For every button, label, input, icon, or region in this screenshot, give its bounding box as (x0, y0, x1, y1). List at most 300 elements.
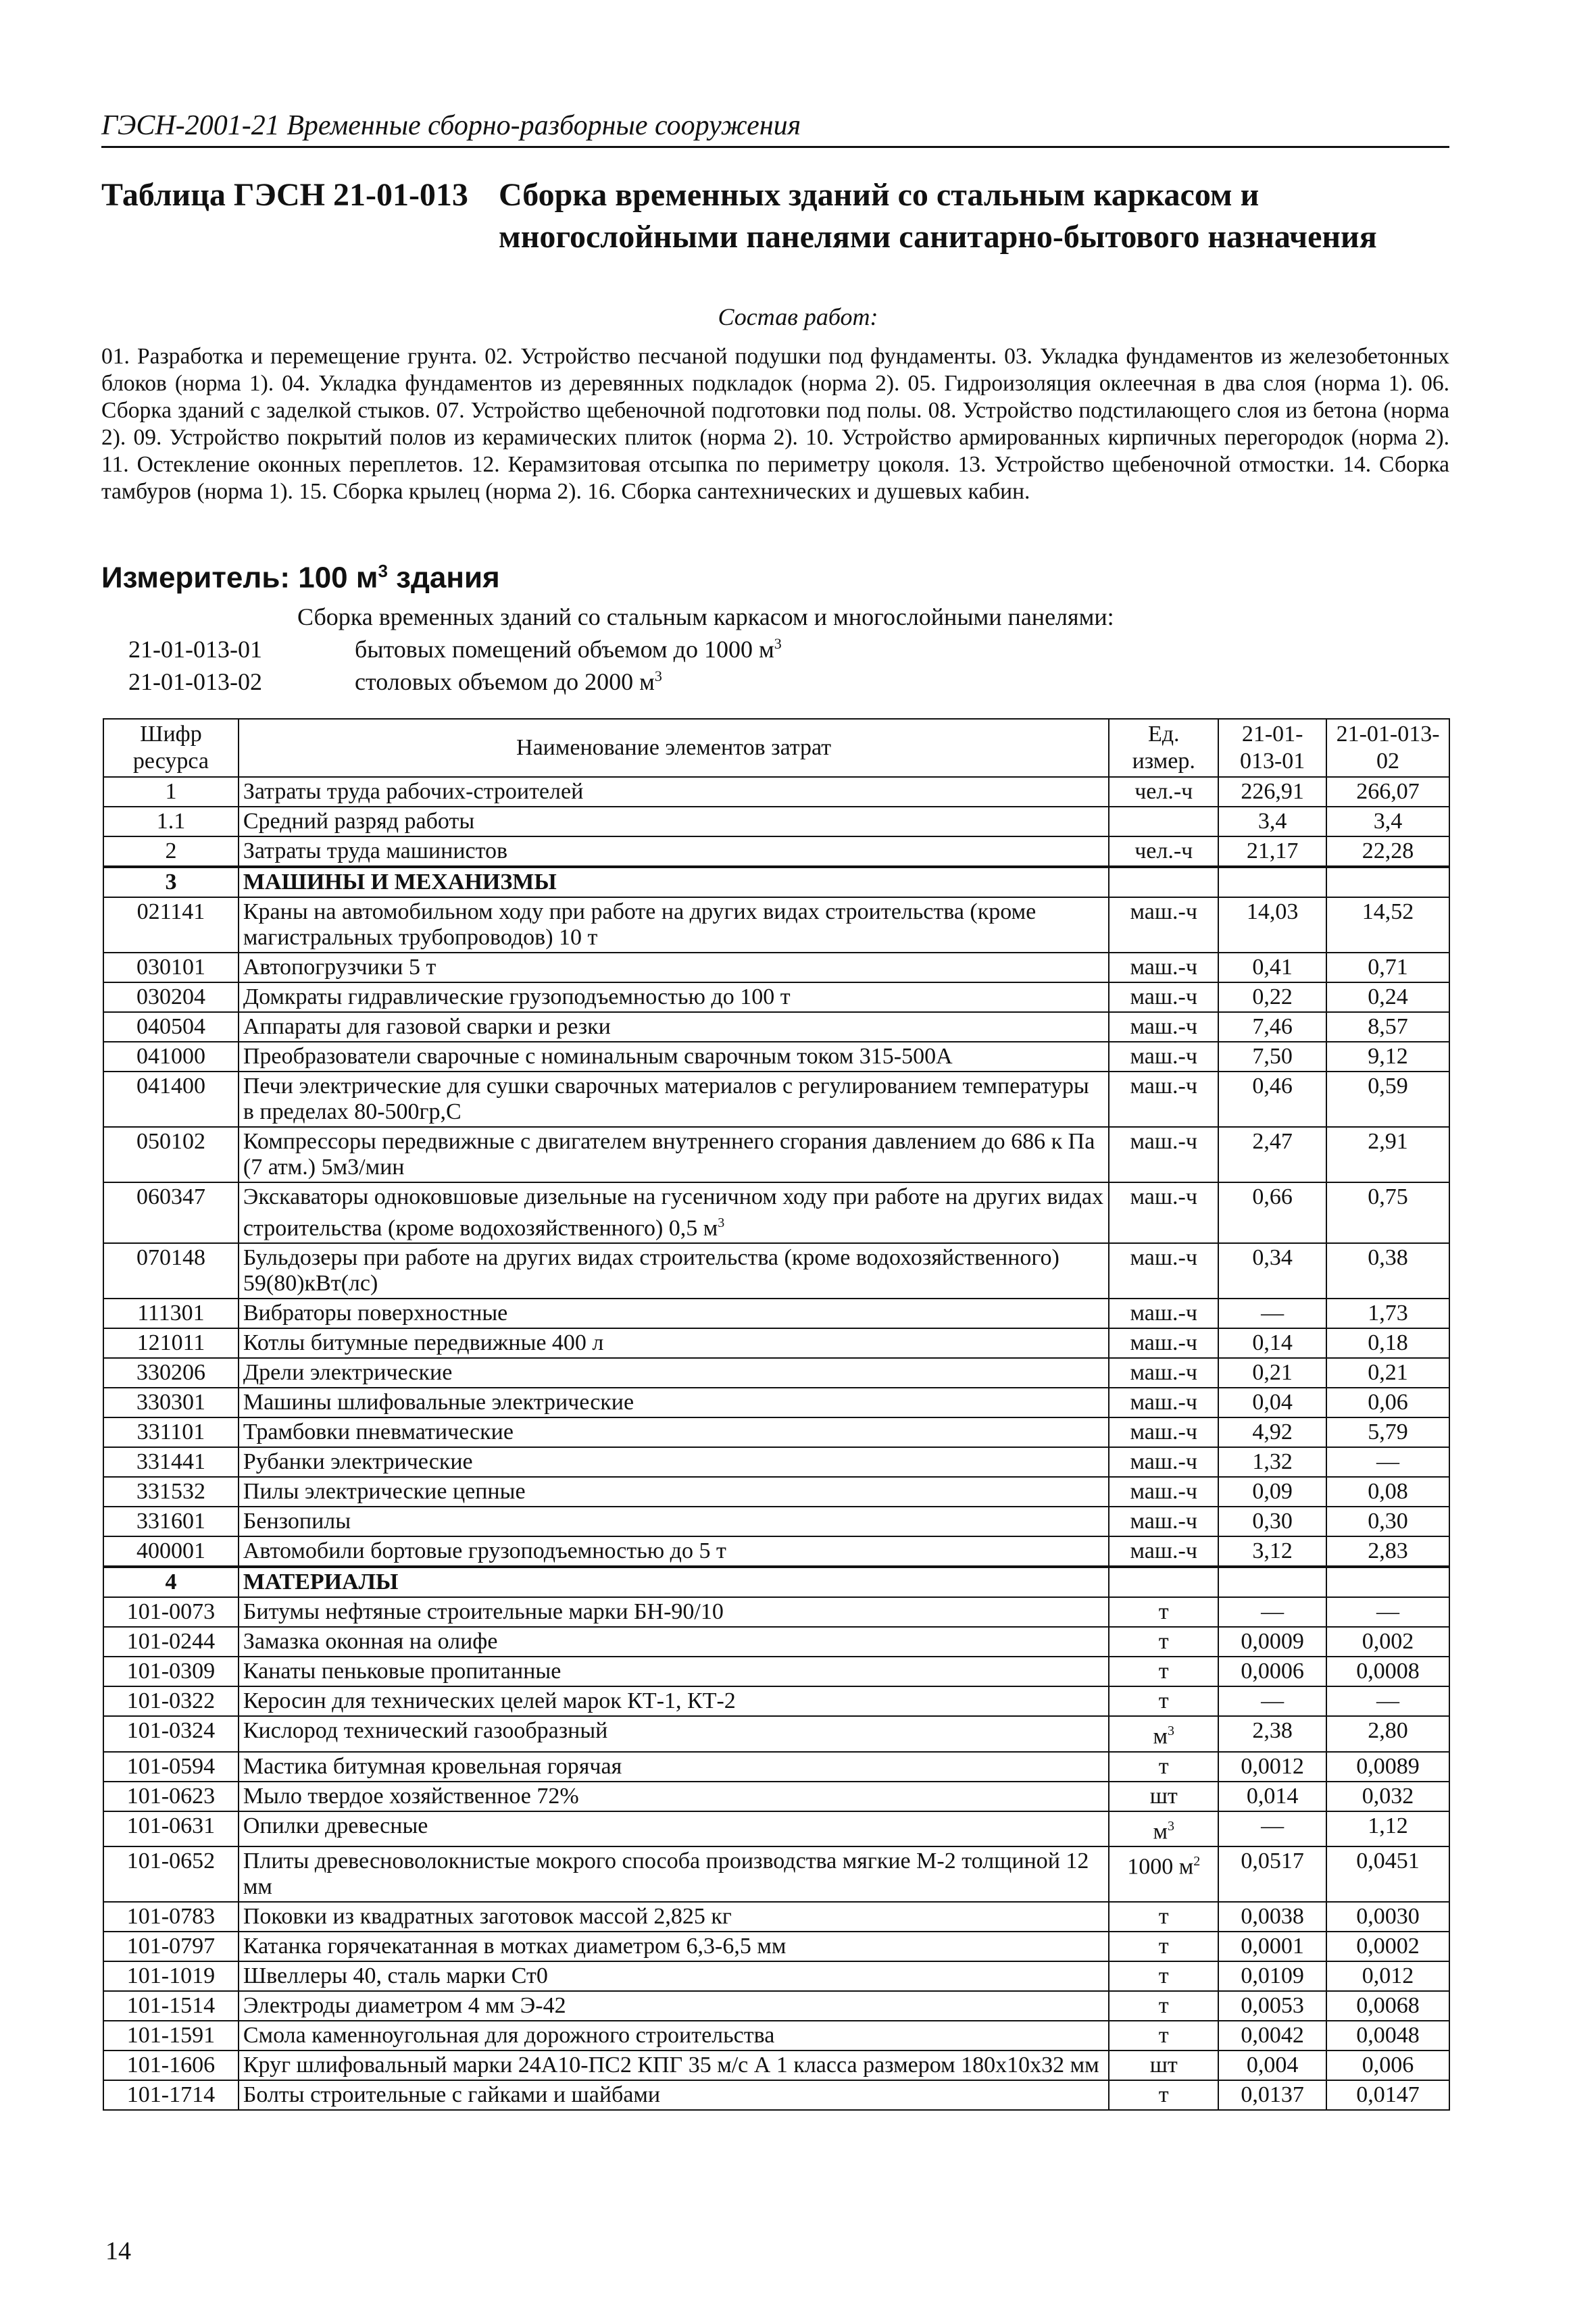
cell-code-text: 4 (165, 1569, 177, 1595)
cell-name-text: Дрели электрические (243, 1360, 453, 1386)
cell-code (103, 1507, 239, 1536)
cell-value-01-text: 1,32 (1252, 1449, 1293, 1475)
table-row (103, 2051, 1449, 2080)
cell-name-text: Вибраторы поверхностные (243, 1301, 508, 1326)
cell-value-02 (1326, 1686, 1449, 1716)
cell-unit-text: маш.-ч (1130, 955, 1197, 980)
norm-code: 21-01-013-02 (128, 668, 262, 695)
cell-name (239, 1243, 1109, 1299)
cell-value-01-text: 0,66 (1252, 1184, 1293, 1209)
cell-code-text: 101-0309 (126, 1659, 216, 1684)
cell-code (103, 1536, 239, 1567)
cell-unit-sup: 2 (1193, 1853, 1201, 1869)
cell-code-text: 050102 (136, 1129, 205, 1154)
cell-unit (1109, 1902, 1218, 1932)
cell-value-01-text: 0,0109 (1241, 1963, 1304, 1988)
cell-value-01 (1218, 1627, 1326, 1657)
cell-value-02-text: 0,30 (1368, 1509, 1408, 1534)
cell-name-text: Бульдозеры при работе на других видах строительства (кроме водохозяйственного) 59(80)кВт(лс) (243, 1245, 1059, 1297)
cell-value-02-text: 0,0008 (1356, 1659, 1420, 1684)
cell-unit (1109, 1358, 1218, 1388)
cell-value-02-text: 0,0048 (1356, 2022, 1420, 2048)
cell-code-text: 101-0073 (126, 1599, 216, 1625)
cell-unit (1109, 867, 1218, 897)
cell-unit (1109, 953, 1218, 982)
cell-value-02-text: 0,08 (1368, 1479, 1408, 1505)
cell-name-text: Битумы нефтяные строительные марки БН-90/10 (243, 1599, 724, 1625)
cell-name (239, 1597, 1109, 1627)
cell-unit-text: чел.-ч (1134, 838, 1193, 863)
cell-unit (1109, 1932, 1218, 1961)
cell-value-02-text: 0,24 (1368, 984, 1408, 1009)
cell-value-02-text: 9,12 (1368, 1044, 1408, 1069)
cell-value-02 (1326, 1716, 1449, 1751)
table-row (103, 1597, 1449, 1627)
cell-value-01 (1218, 1072, 1326, 1127)
cell-unit (1109, 836, 1218, 867)
cell-value-01 (1218, 1686, 1326, 1716)
cell-unit (1109, 1567, 1218, 1597)
cell-value-02-text: 0,75 (1368, 1184, 1408, 1209)
cell-value-01 (1218, 1536, 1326, 1567)
cell-code-text: 331101 (136, 1419, 205, 1445)
cell-value-02-text: 14,52 (1362, 899, 1414, 924)
table-row (103, 1961, 1449, 1991)
cell-code-text: 101-0631 (126, 1813, 216, 1838)
cell-name (239, 1567, 1109, 1597)
table-row (103, 1932, 1449, 1961)
table-row (103, 1012, 1449, 1042)
cell-value-01-text: 2,38 (1252, 1718, 1293, 1744)
norm-text: бытовых помещений объемом до 1000 м (355, 636, 774, 663)
cell-code-text: 101-1606 (126, 2052, 216, 2078)
cell-name (239, 1072, 1109, 1127)
cell-value-02 (1326, 1597, 1449, 1627)
cell-value-02 (1326, 1932, 1449, 1961)
cell-name-text: Канаты пеньковые пропитанные (243, 1659, 562, 1684)
cell-code (103, 836, 239, 867)
table-row (103, 777, 1449, 807)
cell-code-text: 101-0797 (126, 1933, 216, 1959)
cell-code-text: 1 (165, 779, 177, 804)
cell-code-text: 111301 (137, 1301, 205, 1326)
cell-unit (1109, 1752, 1218, 1782)
cell-name (239, 777, 1109, 807)
cell-unit (1109, 897, 1218, 953)
cell-value-01 (1218, 1358, 1326, 1388)
cell-name-text: Плиты древесноволокнистые мокрого способа производства мягкие М-2 толщиной 12 мм (243, 1848, 1089, 1899)
cell-name (239, 1127, 1109, 1182)
cell-name-text: Компрессоры передвижные с двигателем внутреннего сгорания давлением до 686 к Па (7 атм.) 5м3/мин (243, 1129, 1095, 1180)
cell-value-01 (1218, 1127, 1326, 1182)
table-row (103, 1447, 1449, 1477)
cell-value-02 (1326, 1328, 1449, 1358)
cell-unit-text: маш.-ч (1130, 1509, 1197, 1534)
cell-value-01-text: 0,09 (1252, 1479, 1293, 1505)
table-row (103, 1657, 1449, 1686)
cell-value-02 (1326, 1846, 1449, 1902)
cell-value-01-text: 7,46 (1252, 1014, 1293, 1039)
cell-value-01 (1218, 1328, 1326, 1358)
cell-value-02 (1326, 1417, 1449, 1447)
cell-code (103, 897, 239, 953)
work-composition-heading: Состав работ: (718, 303, 878, 330)
cell-value-01-text: 0,004 (1246, 2052, 1299, 2078)
cell-value-01 (1218, 836, 1326, 867)
cell-unit-text: маш.-ч (1130, 1538, 1197, 1564)
cell-unit-text: чел.-ч (1134, 779, 1193, 804)
cell-code (103, 953, 239, 982)
cell-value-02 (1326, 1477, 1449, 1507)
cell-value-02 (1326, 1299, 1449, 1328)
cell-code-text: 1.1 (156, 809, 186, 834)
cell-value-01 (1218, 1299, 1326, 1328)
cell-name-text: Электроды диаметром 4 мм Э-42 (243, 1992, 566, 2018)
cell-unit-text: т (1158, 2022, 1169, 2048)
cell-code (103, 2021, 239, 2051)
cell-name-text: Затраты труда машинистов (243, 838, 508, 863)
cell-unit-text: маш.-ч (1130, 1074, 1197, 1099)
cell-value-02-text: 0,21 (1368, 1360, 1408, 1386)
cell-value-02 (1326, 1358, 1449, 1388)
cell-name-text: Трамбовки пневматические (243, 1419, 514, 1445)
cell-unit-text: шт (1149, 2052, 1178, 2078)
cell-unit (1109, 1536, 1218, 1567)
cell-unit (1109, 1597, 1218, 1627)
cell-code (103, 1072, 239, 1127)
cell-name (239, 1716, 1109, 1751)
cell-code (103, 1991, 239, 2021)
cell-name-text: Аппараты для газовой сварки и резки (243, 1014, 611, 1039)
table-header-row (103, 719, 1449, 777)
cell-unit (1109, 2021, 1218, 2051)
cell-code-text: 040504 (136, 1014, 205, 1039)
cell-code-text: 101-0652 (126, 1848, 216, 1873)
cell-value-02 (1326, 1752, 1449, 1782)
cell-unit (1109, 1447, 1218, 1477)
cell-unit-text: т (1158, 1753, 1169, 1779)
cell-value-02-text: 0,012 (1362, 1963, 1414, 1988)
cell-value-01-text: 0,14 (1252, 1330, 1293, 1356)
cell-code-text: 101-0594 (126, 1753, 216, 1779)
cell-name (239, 1991, 1109, 2021)
cell-name-text: Кислород технический газообразный (243, 1718, 608, 1744)
cell-unit-text: маш.-ч (1130, 1129, 1197, 1154)
cell-code (103, 1752, 239, 1782)
cell-value-02-text: 0,0030 (1356, 1903, 1420, 1929)
cell-unit-text: маш.-ч (1130, 1390, 1197, 1415)
cell-unit (1109, 1477, 1218, 1507)
cell-value-01-text: 2,47 (1252, 1129, 1293, 1154)
cell-value-01-text: 0,0517 (1241, 1848, 1304, 1873)
cell-code (103, 1716, 239, 1751)
norm-code: 21-01-013-01 (128, 636, 262, 663)
cell-code (103, 2051, 239, 2080)
cell-unit-text: маш.-ч (1130, 1014, 1197, 1039)
cell-unit-text: маш.-ч (1130, 1330, 1197, 1356)
cell-unit (1109, 1328, 1218, 1358)
cell-code (103, 1811, 239, 1846)
cell-value-02 (1326, 807, 1449, 836)
table-row (103, 982, 1449, 1012)
cell-code (103, 2080, 239, 2110)
cell-name-text: Болты строительные с гайками и шайбами (243, 2082, 661, 2107)
cell-name (239, 1477, 1109, 1507)
cell-name (239, 1417, 1109, 1447)
cell-value-02 (1326, 867, 1449, 897)
measure-unit (101, 561, 500, 595)
cell-name-text: Экскаваторы одноковшовые дизельные на гусеничном ходу при работе на других видах строительства (кроме водохозяйственного) 0,5 м (243, 1184, 1103, 1241)
cell-code (103, 1012, 239, 1042)
cell-value-02-text: 0,0068 (1356, 1992, 1420, 2018)
table-row (103, 1243, 1449, 1299)
cell-value-02 (1326, 1536, 1449, 1567)
cell-value-02-text: — (1376, 1688, 1400, 1714)
cell-value-02 (1326, 1182, 1449, 1243)
cell-value-01 (1218, 1447, 1326, 1477)
cell-unit-text: м (1153, 1724, 1168, 1749)
table-row (103, 1299, 1449, 1328)
cell-unit-text: маш.-ч (1130, 1184, 1197, 1209)
table-row (103, 1328, 1449, 1358)
table-row (103, 1358, 1449, 1388)
cell-unit-text: маш.-ч (1130, 1044, 1197, 1069)
cell-unit (1109, 1299, 1218, 1328)
cell-code (103, 1042, 239, 1072)
cell-unit (1109, 1012, 1218, 1042)
measure-sup: 3 (378, 561, 388, 581)
cell-value-01 (1218, 2051, 1326, 2080)
cell-value-01 (1218, 867, 1326, 897)
cell-name (239, 1182, 1109, 1243)
cell-value-01 (1218, 1417, 1326, 1447)
cell-unit-text: маш.-ч (1130, 899, 1197, 924)
cell-unit (1109, 1961, 1218, 1991)
cell-value-02-text: 0,0451 (1356, 1848, 1420, 1873)
cell-name-text: Керосин для технических целей марок КТ-1, КТ-2 (243, 1688, 736, 1714)
cell-code (103, 1567, 239, 1597)
cell-value-02 (1326, 1627, 1449, 1657)
cell-unit (1109, 1127, 1218, 1182)
cell-value-01-text: 0,0038 (1241, 1903, 1304, 1929)
cell-value-02 (1326, 982, 1449, 1012)
cell-value-01 (1218, 1243, 1326, 1299)
table-row (103, 867, 1449, 897)
cell-value-02-text: 1,12 (1368, 1813, 1408, 1838)
cell-name-text: Бензопилы (243, 1509, 351, 1534)
table-row (103, 1567, 1449, 1597)
cell-unit (1109, 982, 1218, 1012)
cell-code-text: 331601 (136, 1509, 205, 1534)
cell-value-01 (1218, 1567, 1326, 1597)
cell-name-text: Круг шлифовальный марки 24А10-ПС2 КПГ 35 м/с А 1 класса размером 180х10х32 мм (243, 2052, 1099, 2078)
cell-name-text: МАТЕРИАЛЫ (243, 1569, 399, 1595)
cell-value-02-text: 0,006 (1362, 2052, 1414, 2078)
cell-unit (1109, 1846, 1218, 1902)
resources-table (103, 718, 1450, 2111)
cell-name-text: Печи электрические для сушки сварочных материалов с регулированием температуры в пределах 80-500гр,С (243, 1074, 1089, 1124)
cell-value-01-text: 0,0042 (1241, 2022, 1304, 2048)
cell-name-text: Поковки из квадратных заготовок массой 2,825 кг (243, 1903, 732, 1929)
cell-name (239, 1388, 1109, 1417)
cell-value-02 (1326, 1042, 1449, 1072)
norm-text: столовых объемом до 2000 м (355, 668, 655, 695)
cell-value-02-text: 0,38 (1368, 1245, 1408, 1271)
cell-value-02 (1326, 1127, 1449, 1182)
cell-unit (1109, 1991, 1218, 2021)
cell-code-text: 030204 (136, 984, 205, 1009)
cell-code (103, 1243, 239, 1299)
cell-value-02-text: 22,28 (1362, 838, 1414, 863)
cell-value-01 (1218, 1846, 1326, 1902)
work-composition-text: 01. Разработка и перемещение грунта. 02. Устройство песчаной подушки под фундаменты. 03. Укладка фундаментов из железобетонных блоков (норма 1). 04. Укладка фундаментов из деревянных подкладок (норма 2). 05. Гидроизоляция оклеечная в два слоя (норма 1). 06. Сборка зданий с заделкой стыков. 07. Устройство щебеночной подготовки под полы. 08. Устройство подстилающего слоя из бетона (норма 2). 09. Устройство покрытий полов из керамических плиток (норма 2). 10. Устройство армированных кирпичных перегородок (норма 2). 11. Остекление оконных переплетов. 12. Керамзитовая отсыпка по периметру цоколя. 13. Устройство щебеночной отмостки. 14. Сборка тамбуров (норма 1). 15. Сборка крылец (норма 2). 16. Сборка сантехнических и душевых кабин. (101, 344, 1449, 504)
cell-code-text: 2 (165, 838, 177, 863)
cell-code-text: 101-0322 (126, 1688, 216, 1714)
cell-value-01 (1218, 1657, 1326, 1686)
header-unit: Ед. измер. (1109, 719, 1218, 777)
cell-value-02-text: 0,0089 (1356, 1753, 1420, 1779)
cell-value-01-text: — (1261, 1599, 1285, 1625)
cell-code (103, 1597, 239, 1627)
cell-name (239, 1752, 1109, 1782)
cell-code (103, 1961, 239, 1991)
table-row (103, 1752, 1449, 1782)
cell-name-sup: 3 (718, 1215, 725, 1230)
cell-value-02-text: 1,73 (1368, 1301, 1408, 1326)
cell-name-text: Домкраты гидравлические грузоподъемностью до 100 т (243, 984, 791, 1009)
cell-code (103, 982, 239, 1012)
cell-name (239, 1299, 1109, 1328)
cell-value-02-text: 0,0147 (1356, 2082, 1420, 2107)
cell-unit (1109, 1182, 1218, 1243)
cell-unit-text: м (1153, 1818, 1168, 1844)
cell-value-01 (1218, 2080, 1326, 2110)
cell-name-text: МАШИНЫ И МЕХАНИЗМЫ (243, 870, 557, 895)
cell-value-01-text: 0,41 (1252, 955, 1293, 980)
cell-value-01 (1218, 1811, 1326, 1846)
cell-code-text: 121011 (136, 1330, 205, 1356)
cell-value-01 (1218, 1388, 1326, 1417)
cell-unit (1109, 1716, 1218, 1751)
cell-value-01-text: 0,30 (1252, 1509, 1293, 1534)
table-title: Сборка временных зданий со стальным каркасом и многослойными панелями санитарно-бытового назначения (499, 177, 1377, 255)
cell-unit-text: т (1158, 1599, 1169, 1625)
cell-value-01 (1218, 807, 1326, 836)
table-row (103, 1991, 1449, 2021)
cell-unit (1109, 1388, 1218, 1417)
table-row (103, 2021, 1449, 2051)
cell-code (103, 777, 239, 807)
cell-code-text: 041000 (136, 1044, 205, 1069)
cell-code-text: 400001 (136, 1538, 205, 1564)
cell-value-01-text: 0,34 (1252, 1245, 1293, 1271)
cell-code-text: 330206 (136, 1360, 205, 1386)
cell-unit-text: маш.-ч (1130, 1360, 1197, 1386)
cell-unit-text: т (1158, 1659, 1169, 1684)
cell-name-text: Автомобили бортовые грузоподъемностью до 5 т (243, 1538, 726, 1564)
cell-name (239, 982, 1109, 1012)
cell-value-02 (1326, 836, 1449, 867)
cell-value-02-text: 0,06 (1368, 1390, 1408, 1415)
cell-value-02-text: 0,0002 (1356, 1933, 1420, 1959)
cell-unit-text: т (1158, 1629, 1169, 1655)
cell-value-02 (1326, 1657, 1449, 1686)
cell-code-text: 021141 (136, 899, 205, 924)
table-row (103, 1388, 1449, 1417)
table-row (103, 1477, 1449, 1507)
cell-code (103, 1627, 239, 1657)
cell-value-02-text: 0,59 (1368, 1074, 1408, 1099)
cell-name (239, 1657, 1109, 1686)
table-row (103, 2080, 1449, 2110)
cell-name (239, 1686, 1109, 1716)
cell-code-text: 3 (165, 870, 177, 895)
cell-value-01 (1218, 1182, 1326, 1243)
cell-value-02 (1326, 2080, 1449, 2110)
table-row (103, 1417, 1449, 1447)
cell-unit-text: т (1158, 2082, 1169, 2107)
cell-code (103, 1328, 239, 1358)
cell-code (103, 1417, 239, 1447)
cell-value-02-text: 8,57 (1368, 1014, 1408, 1039)
cell-unit-text: т (1158, 1903, 1169, 1929)
cell-value-01-text: 0,21 (1252, 1360, 1293, 1386)
cell-value-02 (1326, 1507, 1449, 1536)
cell-value-02-text: 0,032 (1362, 1783, 1414, 1809)
cell-value-01-text: 3,4 (1257, 809, 1287, 834)
cell-value-02 (1326, 953, 1449, 982)
cell-value-02 (1326, 897, 1449, 953)
cell-value-02 (1326, 1902, 1449, 1932)
cell-value-01 (1218, 1932, 1326, 1961)
cell-value-01 (1218, 1477, 1326, 1507)
cell-code-text: 060347 (136, 1184, 205, 1209)
cell-name (239, 1328, 1109, 1358)
cell-value-02 (1326, 1072, 1449, 1127)
cell-code (103, 1447, 239, 1477)
cell-name (239, 1012, 1109, 1042)
cell-value-01-text: 0,04 (1252, 1390, 1293, 1415)
cell-value-01 (1218, 1782, 1326, 1811)
cell-name (239, 1902, 1109, 1932)
cell-name-text: Мастика битумная кровельная горячая (243, 1753, 622, 1779)
cell-value-02 (1326, 777, 1449, 807)
cell-code-text: 030101 (136, 955, 205, 980)
cell-name-text: Мыло твердое хозяйственное 72% (243, 1783, 579, 1809)
cell-unit-text: маш.-ч (1130, 1419, 1197, 1445)
cell-unit-text: маш.-ч (1130, 984, 1197, 1009)
cell-value-01 (1218, 1991, 1326, 2021)
cell-code (103, 1932, 239, 1961)
cell-name-text: Машины шлифовальные электрические (243, 1390, 634, 1415)
cell-name-text: Котлы битумные передвижные 400 л (243, 1330, 604, 1356)
cell-value-01-text: 3,12 (1252, 1538, 1293, 1564)
cell-value-01 (1218, 1716, 1326, 1751)
cell-code-text: 101-0623 (126, 1783, 216, 1809)
cell-name-text: Затраты труда рабочих-строителей (243, 779, 584, 804)
cell-unit-text: маш.-ч (1130, 1301, 1197, 1326)
cell-value-01-text: 0,0012 (1241, 1753, 1304, 1779)
cell-name (239, 867, 1109, 897)
cell-value-02-text: 0,71 (1368, 955, 1408, 980)
cell-value-01-text: 7,50 (1252, 1044, 1293, 1069)
norm-sup: 3 (654, 668, 662, 684)
cell-code-text: 101-0783 (126, 1903, 216, 1929)
cell-name (239, 1627, 1109, 1657)
cell-value-01-text: 14,03 (1246, 899, 1299, 924)
cell-value-01-text: 0,0053 (1241, 1992, 1304, 2018)
cell-value-02-text: 5,79 (1368, 1419, 1408, 1445)
